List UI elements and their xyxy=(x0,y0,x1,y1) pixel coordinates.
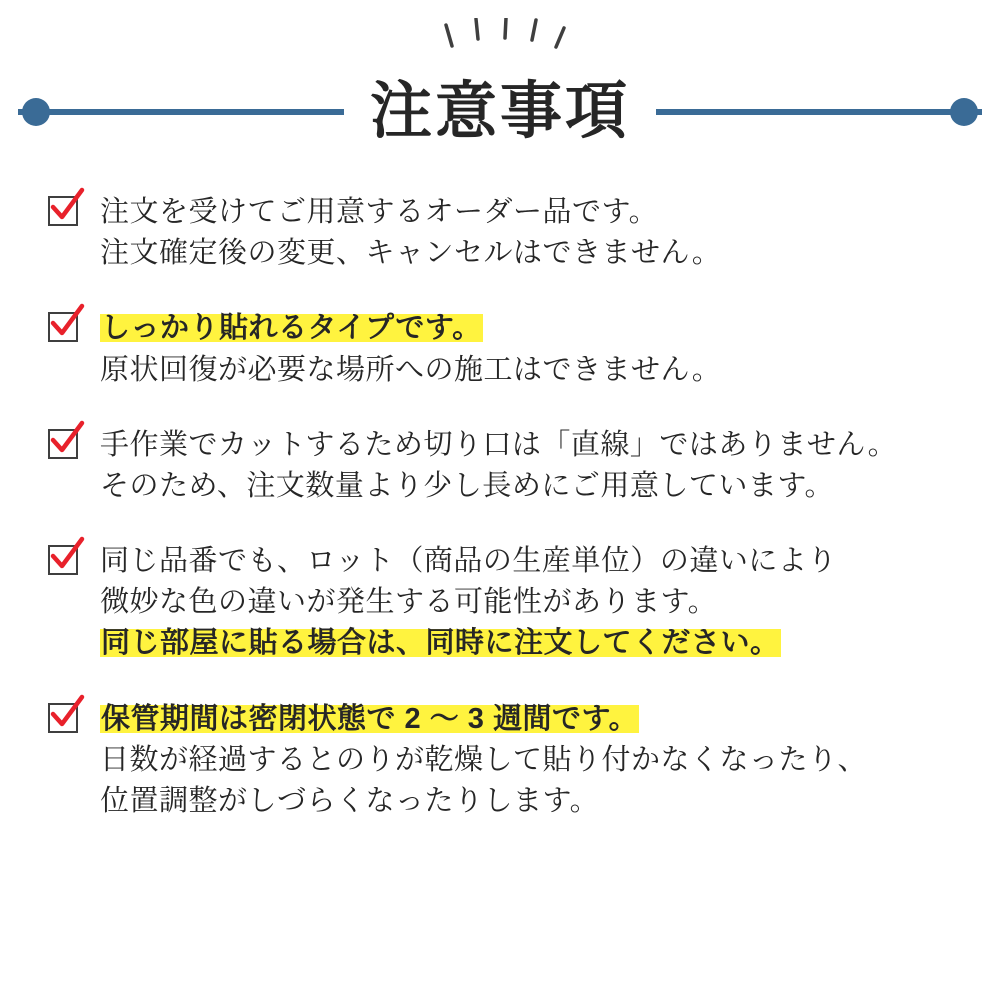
note-line xyxy=(100,350,960,391)
highlighted-text: しっかり貼れるタイプです。 xyxy=(101,312,482,345)
note-line-text: 注文を受けてご用意するオーダー品です。 xyxy=(100,196,659,228)
checked-checkbox-icon xyxy=(48,703,82,737)
note-line xyxy=(100,623,960,664)
note-line-text: 位置調整がしづらくなったりします。 xyxy=(100,784,600,817)
check-mark-icon xyxy=(46,187,88,229)
note-line xyxy=(100,308,960,349)
notes-list xyxy=(0,192,1000,822)
checked-checkbox-icon xyxy=(48,312,82,346)
check-mark-icon xyxy=(46,536,88,578)
page-header xyxy=(0,0,1000,170)
check-mark-icon xyxy=(46,694,88,736)
highlighted-text: 保管期間は密閉状態で 2 〜 3 週間です。 xyxy=(101,702,639,735)
note-line xyxy=(100,582,960,623)
note-line-text: そのため、注文数量より少し長めにご用意しています。 xyxy=(100,469,835,502)
note-item xyxy=(48,425,960,507)
note-line xyxy=(100,466,960,507)
note-line xyxy=(100,740,960,781)
note-item xyxy=(48,541,960,665)
note-line xyxy=(100,425,960,466)
note-text-block xyxy=(100,308,960,390)
note-line xyxy=(100,781,960,822)
checked-checkbox-icon xyxy=(48,545,82,579)
checked-checkbox-icon xyxy=(48,196,82,230)
note-line-text: 注文確定後の変更、キャンセルはできません。 xyxy=(100,237,722,270)
sparkle-lines-icon xyxy=(0,18,1000,68)
page-title: 注意事項 xyxy=(370,77,631,146)
rule-dot-left xyxy=(22,98,50,126)
check-mark-icon xyxy=(46,303,88,345)
title-row xyxy=(0,72,1000,152)
note-line-text: 日数が経過するとのりが乾燥して貼り付かなくなったり、 xyxy=(100,743,868,776)
checked-checkbox-icon xyxy=(48,429,82,463)
note-item xyxy=(48,308,960,390)
title-rule-right xyxy=(656,109,982,115)
note-text-block xyxy=(100,192,960,274)
note-line xyxy=(100,541,960,582)
note-item xyxy=(48,699,960,823)
note-line-text: 原状回復が必要な場所への施工はできません。 xyxy=(100,353,722,386)
highlighted-text: 同じ部屋に貼る場合は、同時に注文してください。 xyxy=(101,627,780,660)
rule-dot-right xyxy=(950,98,978,126)
note-text-block xyxy=(100,699,960,823)
note-line-text: 同じ品番でも、ロット（商品の生産単位）の違いにより xyxy=(100,545,837,578)
check-mark-icon xyxy=(46,420,88,462)
note-item xyxy=(48,192,960,274)
note-line xyxy=(100,699,960,740)
note-line xyxy=(100,233,960,274)
note-line-text: 微妙な色の違いが発生する可能性があります。 xyxy=(100,586,718,619)
note-line xyxy=(100,192,960,233)
note-text-block xyxy=(100,425,960,507)
title-rule-left xyxy=(18,109,344,115)
note-line-text: 手作業でカットするため切り口は「直線」ではありません。 xyxy=(100,428,898,461)
note-text-block xyxy=(100,541,960,665)
